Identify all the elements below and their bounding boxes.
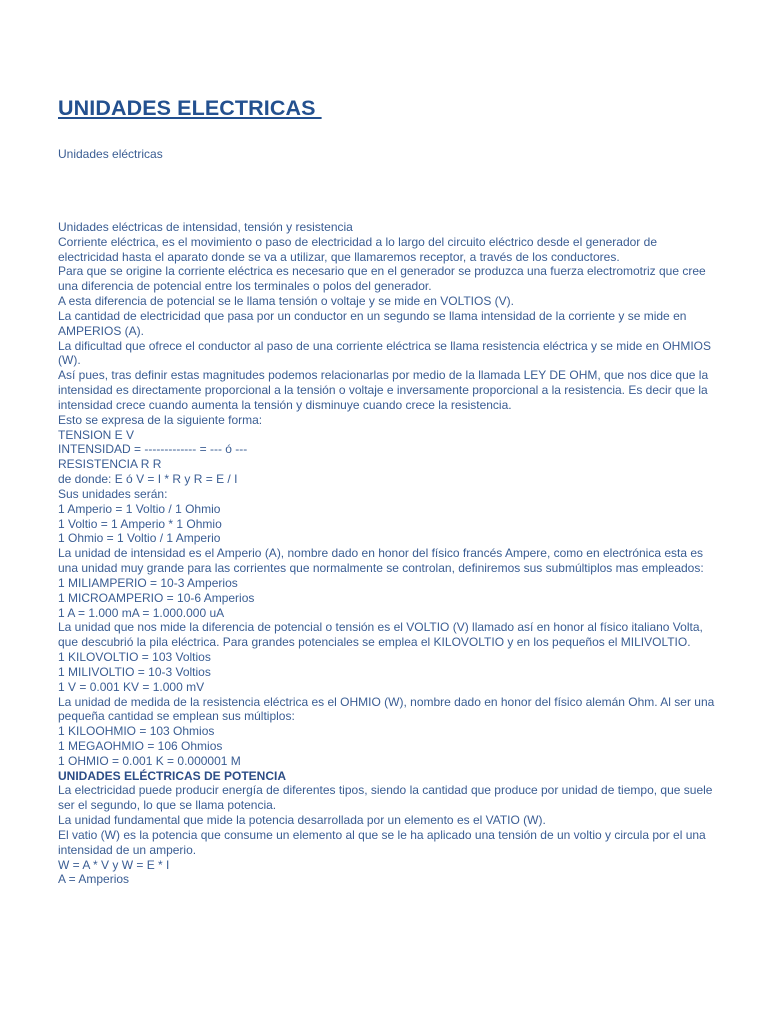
body-paragraph: RESISTENCIA R R xyxy=(58,457,162,472)
body-paragraph: Así pues, tras definir estas magnitudes podemos relacionarlas por medio de la llamada LEY DE OHM, que nos dice que la intensidad es directamente proporcional a la tensión o voltaje e inversamente proporcional a la resistencia. Es decir que la intensidad crece cuando aumenta la tensión y disminuye cuando crece la resistencia. xyxy=(58,368,709,412)
document-title: UNIDADES ELECTRICAS xyxy=(58,96,322,120)
body-paragraph: 1 MILIAMPERIO = 10-3 Amperios xyxy=(58,575,238,590)
body-paragraph: 1 A = 1.000 mA = 1.000.000 uA xyxy=(58,605,225,620)
body-paragraph: 1 MILIVOLTIO = 10-3 Voltios xyxy=(58,664,211,679)
body-paragraph: 1 KILOOHMIO = 103 Ohmios xyxy=(58,724,215,739)
body-paragraph: 1 OHMIO = 0.001 K = 0.000001 M xyxy=(58,753,241,768)
body-paragraph: 1 Voltio = 1 Amperio * 1 Ohmio xyxy=(58,516,222,531)
body-paragraph: INTENSIDAD = ------------- = --- ó --- xyxy=(58,442,248,457)
body-paragraph: W = A * V y W = E * I xyxy=(58,857,170,872)
body-paragraph: La dificultad que ofrece el conductor al paso de una corriente eléctrica se llama resistencia eléctrica y se mide en OHMIOS (W). xyxy=(58,338,711,368)
body-paragraph: 1 Ohmio = 1 Voltio / 1 Amperio xyxy=(58,531,221,546)
body-paragraph: La electricidad puede producir energía de diferentes tipos, siendo la cantidad que produce por unidad de tiempo, que suele ser el segundo, lo que se llama potencia. xyxy=(58,783,713,813)
body-paragraph: La unidad que nos mide la diferencia de potencial o tensión es el VOLTIO (V) llamado así en honor al físico italiano Volta, que descubrió la pila eléctrica. Para grandes potenciales se emplea el KILOVOLTIO y en los pequeños el MILIVOLTIO. xyxy=(58,620,703,650)
body-paragraph: Sus unidades serán: xyxy=(58,486,168,501)
body-paragraph: de donde: E ó V = I * R y R = E / I xyxy=(58,472,238,487)
body-paragraph: 1 MICROAMPERIO = 10-6 Amperios xyxy=(58,590,255,605)
body-paragraph: La unidad fundamental que mide la potencia desarrollada por un elemento es el VATIO (W). xyxy=(58,813,546,828)
body-paragraph: La unidad de intensidad es el Amperio (A), nombre dado en honor del físico francés Ampere, como en electrónica esta es una unidad muy grande para las corrientes que normalmente se controlan, definiremos sus submúltiplos mas empleados: xyxy=(58,546,704,576)
document-body xyxy=(58,220,718,887)
body-paragraph: Corriente eléctrica, es el movimiento o paso de electricidad a lo largo del circuito eléctrico desde el generador de electricidad hasta el aparato donde se va a utilizar, que llamaremos receptor, a través de los conductores. xyxy=(58,234,657,264)
body-paragraph: Para que se origine la corriente eléctrica es necesario que en el generador se produzca una fuerza electromotriz que cree una diferencia de potencial entre los terminales o polos del generador. xyxy=(58,264,706,294)
body-paragraph: A = Amperios xyxy=(58,872,130,887)
body-paragraph: Esto se expresa de la siguiente forma: xyxy=(58,412,263,427)
body-paragraph: La unidad de medida de la resistencia eléctrica es el OHMIO (W), nombre dado en honor del físico alemán Ohm. Al ser una pequeña cantidad se emplean sus múltiplos: xyxy=(58,694,715,724)
body-paragraph: 1 MEGAOHMIO = 106 Ohmios xyxy=(58,738,223,753)
body-paragraph: 1 KILOVOLTIO = 103 Voltios xyxy=(58,650,211,665)
body-paragraph: Unidades eléctricas de intensidad, tensión y resistencia xyxy=(58,220,353,234)
body-paragraph: 1 Amperio = 1 Voltio / 1 Ohmio xyxy=(58,501,221,516)
body-paragraph: A esta diferencia de potencial se le llama tensión o voltaje y se mide en VOLTIOS (V). xyxy=(58,294,515,309)
section-heading: UNIDADES ELÉCTRICAS DE POTENCIA xyxy=(58,768,287,783)
body-paragraph: TENSION E V xyxy=(58,427,135,442)
document-subtitle: Unidades eléctricas xyxy=(58,147,163,161)
body-paragraph: 1 V = 0.001 KV = 1.000 mV xyxy=(58,679,205,694)
body-paragraph: La cantidad de electricidad que pasa por un conductor en un segundo se llama intensidad de la corriente y se mide en AMPERIOS (A). xyxy=(58,308,687,338)
body-paragraph: El vatio (W) es la potencia que consume un elemento al que se le ha aplicado una tensión de un voltio y circula por el una intensidad de un amperio. xyxy=(58,827,706,857)
